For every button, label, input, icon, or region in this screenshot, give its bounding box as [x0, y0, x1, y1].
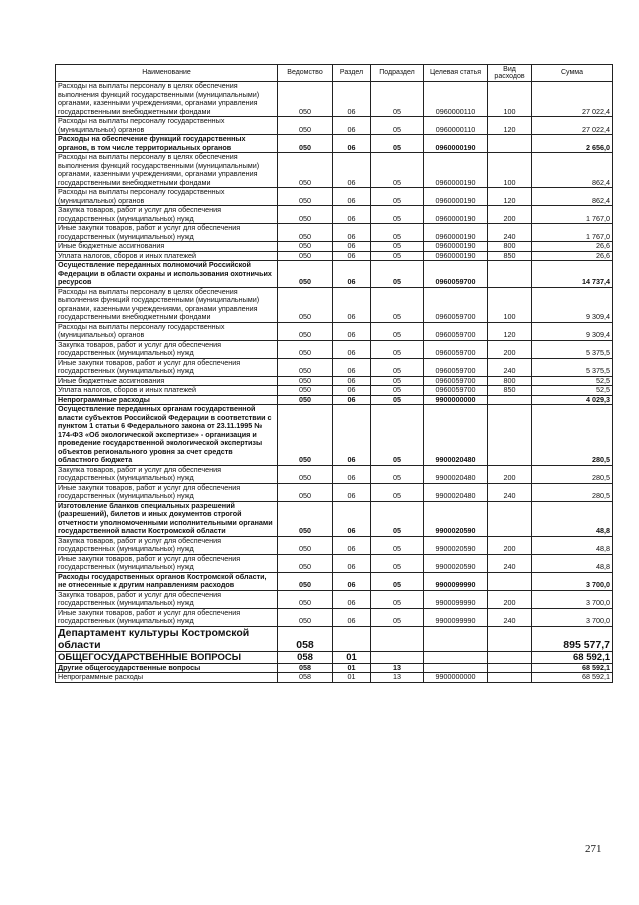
cell-name: Расходы на выплаты персоналу государственных (муниципальных) органов [56, 117, 278, 135]
table-row [56, 651, 613, 663]
cell-podrazdel: 05 [371, 242, 424, 252]
cell-sum: 48,8 [532, 554, 613, 572]
cell-vedomstvo: 050 [278, 483, 333, 501]
cell-target-article: 9900020590 [424, 501, 488, 536]
table-row [56, 358, 613, 376]
cell-podrazdel: 05 [371, 405, 424, 466]
cell-target-article: 0960000190 [424, 135, 488, 153]
cell-expense-type: 240 [488, 358, 532, 376]
cell-target-article: 0960059700 [424, 287, 488, 322]
cell-podrazdel: 05 [371, 322, 424, 340]
cell-name: Осуществление переданных органам государственной власти субъектов Российской Федерации в соответствии с пунктом 1 статьи 6 Федерального закона от 23.11.1995 № 174-ФЗ «Об экологической экспертизе» - организация и проведение государственной экологической экспертизы объектов регионального уровня за счет средств областного бюджета [56, 405, 278, 466]
cell-razdel: 06 [333, 251, 371, 261]
cell-target-article: 0960000190 [424, 188, 488, 206]
cell-expense-type: 800 [488, 376, 532, 386]
cell-expense-type [488, 135, 532, 153]
cell-target-article: 0960059700 [424, 386, 488, 396]
cell-sum: 1 767,0 [532, 224, 613, 242]
cell-podrazdel: 05 [371, 82, 424, 117]
table-row [56, 242, 613, 252]
cell-sum: 3 700,0 [532, 572, 613, 590]
cell-vedomstvo: 058 [278, 673, 333, 683]
cell-podrazdel [371, 626, 424, 651]
header-expense-type: Вид расходов [488, 65, 532, 82]
cell-expense-type [488, 395, 532, 405]
cell-expense-type [488, 651, 532, 663]
cell-vedomstvo: 050 [278, 501, 333, 536]
cell-razdel: 06 [333, 501, 371, 536]
table-header-row [56, 65, 613, 82]
cell-vedomstvo: 050 [278, 135, 333, 153]
cell-sum: 5 375,5 [532, 340, 613, 358]
cell-podrazdel: 05 [371, 135, 424, 153]
cell-target-article: 9900099990 [424, 572, 488, 590]
cell-sum: 68 592,1 [532, 651, 613, 663]
cell-razdel: 06 [333, 287, 371, 322]
cell-expense-type [488, 501, 532, 536]
cell-podrazdel: 13 [371, 663, 424, 673]
cell-razdel: 06 [333, 322, 371, 340]
cell-podrazdel: 13 [371, 673, 424, 683]
cell-expense-type: 100 [488, 287, 532, 322]
cell-vedomstvo: 050 [278, 224, 333, 242]
cell-name: Уплата налогов, сборов и иных платежей [56, 386, 278, 396]
cell-podrazdel: 05 [371, 188, 424, 206]
cell-podrazdel: 05 [371, 465, 424, 483]
cell-name: Закупка товаров, работ и услуг для обеспечения государственных (муниципальных) нужд [56, 590, 278, 608]
cell-name: Осуществление переданных полномочий Российской Федерации в области охраны и использования охотничьих ресурсов [56, 261, 278, 288]
cell-expense-type [488, 673, 532, 683]
cell-sum: 280,5 [532, 405, 613, 466]
cell-razdel: 01 [333, 663, 371, 673]
cell-razdel: 01 [333, 673, 371, 683]
cell-expense-type: 200 [488, 206, 532, 224]
cell-target-article: 0960000190 [424, 224, 488, 242]
table-row [56, 224, 613, 242]
table-row [56, 608, 613, 626]
header-vedomstvo: Ведомство [278, 65, 333, 82]
table-row [56, 153, 613, 188]
cell-name: Иные закупки товаров, работ и услуг для обеспечения государственных (муниципальных) нужд [56, 554, 278, 572]
cell-sum: 26,6 [532, 251, 613, 261]
cell-podrazdel: 05 [371, 590, 424, 608]
cell-expense-type: 850 [488, 386, 532, 396]
table-row [56, 590, 613, 608]
cell-sum: 14 737,4 [532, 261, 613, 288]
cell-target-article: 0960059700 [424, 376, 488, 386]
cell-target-article: 9900020590 [424, 536, 488, 554]
header-name: Наименование [56, 65, 278, 82]
cell-name: Расходы государственных органов Костромской области, не отнесенные к другим направлениям расходов [56, 572, 278, 590]
page-number: 271 [585, 843, 602, 855]
cell-razdel: 06 [333, 465, 371, 483]
cell-name: Иные закупки товаров, работ и услуг для обеспечения государственных (муниципальных) нужд [56, 483, 278, 501]
table-row [56, 135, 613, 153]
table-row [56, 82, 613, 117]
cell-vedomstvo: 050 [278, 287, 333, 322]
cell-sum: 2 656,0 [532, 135, 613, 153]
cell-name: Иные бюджетные ассигнования [56, 376, 278, 386]
cell-expense-type [488, 405, 532, 466]
cell-podrazdel: 05 [371, 483, 424, 501]
cell-sum: 52,5 [532, 386, 613, 396]
cell-razdel [333, 626, 371, 651]
cell-expense-type [488, 261, 532, 288]
cell-name: Иные бюджетные ассигнования [56, 242, 278, 252]
cell-vedomstvo: 050 [278, 251, 333, 261]
table-row [56, 340, 613, 358]
cell-razdel: 06 [333, 483, 371, 501]
table-row [56, 501, 613, 536]
cell-sum: 52,5 [532, 376, 613, 386]
cell-expense-type: 240 [488, 554, 532, 572]
cell-sum: 68 592,1 [532, 673, 613, 683]
cell-sum: 26,6 [532, 242, 613, 252]
cell-sum: 48,8 [532, 501, 613, 536]
cell-podrazdel: 05 [371, 376, 424, 386]
table-body [56, 82, 613, 683]
table-row [56, 188, 613, 206]
table-row [56, 386, 613, 396]
cell-name: Расходы на выплаты персоналу государственных (муниципальных) органов [56, 322, 278, 340]
header-sum: Сумма [532, 65, 613, 82]
cell-target-article: 0960000190 [424, 242, 488, 252]
cell-expense-type [488, 572, 532, 590]
cell-sum: 280,5 [532, 483, 613, 501]
cell-name: Иные закупки товаров, работ и услуг для обеспечения государственных (муниципальных) нужд [56, 224, 278, 242]
cell-target-article [424, 663, 488, 673]
cell-name: Закупка товаров, работ и услуг для обеспечения государственных (муниципальных) нужд [56, 536, 278, 554]
budget-table [55, 64, 613, 683]
cell-vedomstvo: 058 [278, 626, 333, 651]
cell-name: Изготовление бланков специальных разрешений (разрешений), билетов и иных документов строгой отчетности уполномоченными исполнительными органами государственной власти Костромской области [56, 501, 278, 536]
cell-razdel: 06 [333, 554, 371, 572]
cell-expense-type: 200 [488, 465, 532, 483]
cell-name: Иные закупки товаров, работ и услуг для обеспечения государственных (муниципальных) нужд [56, 358, 278, 376]
cell-target-article: 9900020480 [424, 483, 488, 501]
cell-name: Другие общегосударственные вопросы [56, 663, 278, 673]
cell-expense-type: 120 [488, 188, 532, 206]
cell-expense-type: 120 [488, 117, 532, 135]
cell-target-article: 9900020590 [424, 554, 488, 572]
cell-podrazdel: 05 [371, 501, 424, 536]
cell-vedomstvo: 050 [278, 117, 333, 135]
cell-podrazdel: 05 [371, 395, 424, 405]
cell-name: ОБЩЕГОСУДАРСТВЕННЫЕ ВОПРОСЫ [56, 651, 278, 663]
cell-sum: 48,8 [532, 536, 613, 554]
cell-podrazdel: 05 [371, 117, 424, 135]
header-razdel: Раздел [333, 65, 371, 82]
table-row [56, 395, 613, 405]
cell-expense-type: 120 [488, 322, 532, 340]
cell-podrazdel: 05 [371, 572, 424, 590]
cell-vedomstvo: 050 [278, 322, 333, 340]
table-row [56, 261, 613, 288]
cell-podrazdel: 05 [371, 340, 424, 358]
cell-sum: 9 309,4 [532, 322, 613, 340]
table-row [56, 251, 613, 261]
table-row [56, 376, 613, 386]
cell-target-article: 0960000190 [424, 153, 488, 188]
cell-name: Уплата налогов, сборов и иных платежей [56, 251, 278, 261]
cell-razdel: 06 [333, 224, 371, 242]
cell-expense-type: 200 [488, 340, 532, 358]
cell-vedomstvo: 050 [278, 206, 333, 224]
cell-expense-type: 200 [488, 536, 532, 554]
cell-vedomstvo: 058 [278, 651, 333, 663]
cell-sum: 862,4 [532, 188, 613, 206]
cell-razdel: 06 [333, 117, 371, 135]
cell-name: Расходы на обеспечение функций государственных органов, в том числе территориальных органов [56, 135, 278, 153]
cell-podrazdel [371, 651, 424, 663]
table-row [56, 465, 613, 483]
cell-podrazdel: 05 [371, 386, 424, 396]
cell-target-article: 9900020480 [424, 405, 488, 466]
cell-sum: 3 700,0 [532, 590, 613, 608]
cell-name: Непрограммные расходы [56, 395, 278, 405]
cell-target-article: 9900000000 [424, 395, 488, 405]
cell-razdel: 06 [333, 358, 371, 376]
cell-razdel: 06 [333, 261, 371, 288]
cell-podrazdel: 05 [371, 536, 424, 554]
cell-vedomstvo: 050 [278, 405, 333, 466]
table-row [56, 405, 613, 466]
cell-target-article: 9900099990 [424, 590, 488, 608]
table-row [56, 322, 613, 340]
cell-podrazdel: 05 [371, 608, 424, 626]
table-row [56, 287, 613, 322]
cell-target-article: 9900099990 [424, 608, 488, 626]
table-row [56, 626, 613, 651]
cell-razdel: 06 [333, 395, 371, 405]
cell-vedomstvo: 050 [278, 376, 333, 386]
cell-expense-type: 200 [488, 590, 532, 608]
cell-razdel: 06 [333, 82, 371, 117]
cell-vedomstvo: 050 [278, 554, 333, 572]
cell-expense-type: 240 [488, 483, 532, 501]
table-row [56, 572, 613, 590]
cell-razdel: 01 [333, 651, 371, 663]
cell-vedomstvo: 050 [278, 188, 333, 206]
cell-razdel: 06 [333, 608, 371, 626]
cell-name: Иные закупки товаров, работ и услуг для обеспечения государственных (муниципальных) нужд [56, 608, 278, 626]
table-row [56, 117, 613, 135]
cell-vedomstvo: 058 [278, 663, 333, 673]
cell-razdel: 06 [333, 536, 371, 554]
cell-vedomstvo: 050 [278, 536, 333, 554]
cell-razdel: 06 [333, 386, 371, 396]
cell-razdel: 06 [333, 135, 371, 153]
cell-name: Закупка товаров, работ и услуг для обеспечения государственных (муниципальных) нужд [56, 340, 278, 358]
cell-expense-type: 800 [488, 242, 532, 252]
cell-target-article: 0960059700 [424, 340, 488, 358]
cell-razdel: 06 [333, 153, 371, 188]
cell-vedomstvo: 050 [278, 82, 333, 117]
cell-name: Непрограммные расходы [56, 673, 278, 683]
cell-name: Расходы на выплаты персоналу в целях обеспечения выполнения функций государственными (муниципальными) органами, казенными учреждениями, органами управления государственными внебюджетными фондами [56, 153, 278, 188]
cell-vedomstvo: 050 [278, 153, 333, 188]
cell-target-article [424, 626, 488, 651]
cell-podrazdel: 05 [371, 261, 424, 288]
cell-vedomstvo: 050 [278, 590, 333, 608]
cell-target-article: 0960000110 [424, 82, 488, 117]
cell-razdel: 06 [333, 188, 371, 206]
cell-razdel: 06 [333, 206, 371, 224]
cell-sum: 5 375,5 [532, 358, 613, 376]
cell-target-article: 0960000190 [424, 206, 488, 224]
cell-expense-type: 240 [488, 608, 532, 626]
cell-vedomstvo: 050 [278, 261, 333, 288]
cell-razdel: 06 [333, 405, 371, 466]
cell-target-article [424, 651, 488, 663]
cell-name: Закупка товаров, работ и услуг для обеспечения государственных (муниципальных) нужд [56, 465, 278, 483]
cell-sum: 3 700,0 [532, 608, 613, 626]
cell-sum: 280,5 [532, 465, 613, 483]
table-row [56, 536, 613, 554]
table-row [56, 673, 613, 683]
cell-podrazdel: 05 [371, 224, 424, 242]
cell-vedomstvo: 050 [278, 358, 333, 376]
cell-expense-type: 100 [488, 153, 532, 188]
cell-target-article: 0960059700 [424, 322, 488, 340]
cell-sum: 9 309,4 [532, 287, 613, 322]
cell-target-article: 9900000000 [424, 673, 488, 683]
cell-razdel: 06 [333, 376, 371, 386]
cell-sum: 68 592,1 [532, 663, 613, 673]
cell-razdel: 06 [333, 340, 371, 358]
cell-podrazdel: 05 [371, 153, 424, 188]
cell-name: Закупка товаров, работ и услуг для обеспечения государственных (муниципальных) нужд [56, 206, 278, 224]
cell-sum: 895 577,7 [532, 626, 613, 651]
cell-target-article: 0960000110 [424, 117, 488, 135]
cell-razdel: 06 [333, 572, 371, 590]
cell-sum: 27 022,4 [532, 82, 613, 117]
cell-sum: 27 022,4 [532, 117, 613, 135]
cell-target-article: 0960059700 [424, 358, 488, 376]
cell-name: Расходы на выплаты персоналу государственных (муниципальных) органов [56, 188, 278, 206]
cell-name: Расходы на выплаты персоналу в целях обеспечения выполнения функций государственными (муниципальными) органами, казенными учреждениями, органами управления государственными внебюджетными фондами [56, 82, 278, 117]
cell-expense-type [488, 626, 532, 651]
cell-name: Департамент культуры Костромской области [56, 626, 278, 651]
table-row [56, 206, 613, 224]
cell-sum: 4 029,3 [532, 395, 613, 405]
table-row [56, 554, 613, 572]
cell-vedomstvo: 050 [278, 608, 333, 626]
cell-expense-type: 850 [488, 251, 532, 261]
cell-vedomstvo: 050 [278, 386, 333, 396]
header-target-article: Целевая статья [424, 65, 488, 82]
cell-expense-type: 100 [488, 82, 532, 117]
cell-target-article: 9900020480 [424, 465, 488, 483]
budget-table-container [55, 64, 612, 683]
cell-razdel: 06 [333, 590, 371, 608]
header-podrazdel: Подраздел [371, 65, 424, 82]
cell-target-article: 0960059700 [424, 261, 488, 288]
table-row [56, 483, 613, 501]
cell-vedomstvo: 050 [278, 242, 333, 252]
cell-razdel: 06 [333, 242, 371, 252]
cell-podrazdel: 05 [371, 206, 424, 224]
cell-podrazdel: 05 [371, 358, 424, 376]
cell-podrazdel: 05 [371, 251, 424, 261]
cell-expense-type: 240 [488, 224, 532, 242]
cell-expense-type [488, 663, 532, 673]
cell-vedomstvo: 050 [278, 395, 333, 405]
cell-name: Расходы на выплаты персоналу в целях обеспечения выполнения функций государственными (муниципальными) органами, казенными учреждениями, органами управления государственными внебюджетными фондами [56, 287, 278, 322]
cell-vedomstvo: 050 [278, 340, 333, 358]
cell-sum: 1 767,0 [532, 206, 613, 224]
table-row [56, 663, 613, 673]
cell-podrazdel: 05 [371, 554, 424, 572]
cell-vedomstvo: 050 [278, 465, 333, 483]
cell-sum: 862,4 [532, 153, 613, 188]
cell-podrazdel: 05 [371, 287, 424, 322]
cell-target-article: 0960000190 [424, 251, 488, 261]
cell-vedomstvo: 050 [278, 572, 333, 590]
